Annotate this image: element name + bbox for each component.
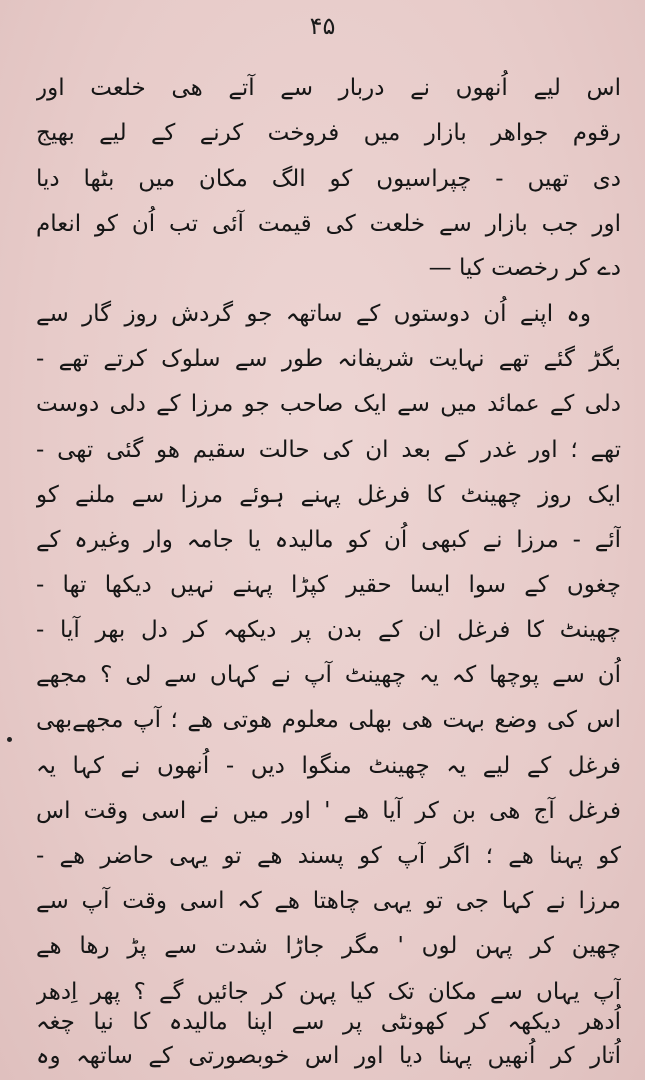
text-line-8: دلی کے عمائد میں سے ایک صاحب جو مرزا کے دلی دوست bbox=[36, 391, 621, 417]
text-line-4: اور جب بازار سے خلعت کی قیمت آئی تب اُن کو انعام bbox=[36, 211, 621, 237]
text-line-10: ایک روز چھینٹ کا فرغل پہنے ہوئے مرزا سے ملنے کو bbox=[36, 482, 621, 508]
text-line-12: چغوں کے سوا ایسا حقیر کپڑا پہنے نہیں دیکھا تھا - bbox=[36, 572, 621, 598]
text-line-9: تھے ؛ اور غدر کے بعد ان کی حالت سقیم ھو گئی تھی - bbox=[36, 437, 621, 463]
text-line-7: بگڑ گئے تھے نہایت شریفانہ طور سے سلوک کرتے تھے - bbox=[36, 346, 621, 372]
text-line-19: مرزا نے کہا جی تو یہی چاھتا ھے کہ اسی وقت آپ سے bbox=[36, 888, 621, 914]
text-line-16: فرغل کے لیے یہ چھینٹ منگوا دیں - اُنھوں نے کہا یہ bbox=[36, 753, 621, 779]
text-line-13: چھینٹ کا فرغل ان کے بدن پر دیکھہ کر دل بھر آیا - bbox=[36, 617, 621, 643]
page-number: ۴۵ bbox=[309, 12, 336, 40]
text-line-21: آپ یہاں سے مکان تک کیا پہن کر جائیں گے ؟ پھر اِدھر bbox=[36, 979, 621, 1005]
text-line-3: دی تھیں - چپراسیوں کو الگ مکان میں بٹھا دیا bbox=[36, 166, 621, 192]
text-line-23: اُتار کر اُنھیں پہنا دیا اور اس خوبصورتی کے ساتھہ وہ bbox=[36, 1043, 621, 1069]
text-line-5: دے کر رخصت کیا — bbox=[428, 255, 621, 281]
text-line-15: اس کی وضع بہت ھی بھلی معلوم ھوتی ھے ؛ آپ مجھےبھی bbox=[36, 707, 621, 733]
text-line-2: رقوم جواھر بازار میں فروخت کرنے کے لیے بھیج bbox=[36, 120, 621, 146]
text-line-14: اُن سے پوچھا کہ یہ چھینٹ آپ نے کہاں سے لی ؟ مجھے bbox=[36, 662, 621, 688]
margin-ink-dot bbox=[7, 737, 12, 742]
text-line-18: کو پہنا ھے ؛ اگر آپ کو پسند ھے تو یہی حاضر ھے - bbox=[36, 843, 621, 869]
text-line-1: اس لیے اُنھوں نے دربار سے آتے ھی خلعت اور bbox=[36, 75, 621, 101]
text-line-17: فرغل آج ھی بن کر آیا ھے ' اور میں نے اسی وقت اس bbox=[36, 798, 621, 824]
text-line-11: آئے - مرزا نے کبھی اُن کو مالیدہ یا جامہ وار وغیرہ کے bbox=[36, 527, 621, 553]
text-line-20: چھین کر پہن لوں ' مگر جاڑا شدت سے پڑ رھا ھے bbox=[36, 933, 621, 959]
text-line-22: اُدھر دیکھہ کر کھونٹی پر سے اپنا مالیدہ کا نیا چغہ bbox=[36, 1009, 621, 1035]
text-line-6: وہ اپنے اُن دوستوں کے ساتھہ جو گردش روز گار سے bbox=[36, 301, 591, 327]
